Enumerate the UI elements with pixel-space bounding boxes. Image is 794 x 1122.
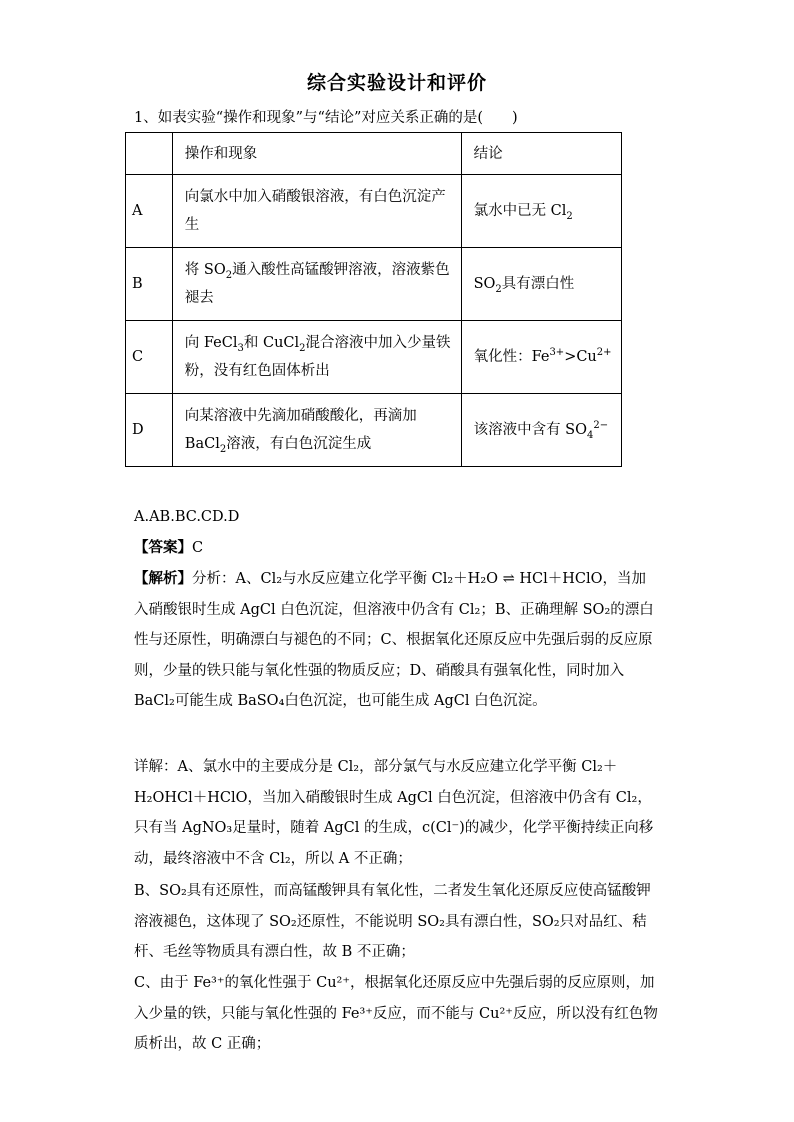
option-label: C — [126, 321, 173, 394]
analysis-label: 【解析】 — [134, 570, 192, 587]
detail-a-paragraph: 详解：A、氯水中的主要成分是 Cl₂，部分氯气与水反应建立化学平衡 Cl₂＋H₂OHCl＋HClO，当加入硝酸银时生成 AgCl 白色沉淀，但溶液中仍含有 Cl₂，只有当 AgNO₃足量时，随着 AgCl 的生成，c(Cl⁻)的减少，化学平衡持续正向移动，最终溶液中不含 Cl₂，所以 A 不正确； — [134, 759, 654, 867]
operation-cell: 向氯水中加入硝酸银溶液，有白色沉淀产生 — [172, 175, 461, 248]
conclusion-cell: 氧化性：$Fe^{3+}>Cu^{2+}$ — [461, 321, 621, 394]
answer-label: 【答案】 — [134, 539, 192, 556]
option-label: A — [126, 175, 173, 248]
operation-cell: 向 FeCl$_3$和 CuCl$_2$混合溶液中加入少量铁粉，没有红色固体析出 — [172, 321, 461, 394]
conclusion-cell: 该溶液中含有 $SO_4^{2-}$ — [461, 394, 621, 467]
table-header-row — [126, 133, 622, 175]
table-row-a — [126, 175, 622, 248]
analysis-paragraph — [134, 564, 660, 717]
conclusion-cell: 氯水中已无 $Cl_2$ — [461, 175, 621, 248]
page-title: 综合实验设计和评价 — [306, 72, 487, 94]
option-label: D — [126, 394, 173, 467]
option-label: B — [126, 248, 173, 321]
table-row-c — [126, 321, 622, 394]
question-text: 1、如表实验“操作和现象”与“结论”对应关系正确的是( ) — [134, 110, 518, 126]
options-line: A.AB.BC.CD.D — [134, 509, 240, 525]
header-cell-conclusion: 结论 — [461, 133, 621, 175]
question-table — [125, 132, 622, 467]
operation-cell: 向某溶液中先滴加硝酸酸化，再滴加 BaCl$_2$溶液，有白色沉淀生成 — [172, 394, 461, 467]
header-cell-operation: 操作和现象 — [172, 133, 461, 175]
header-cell-option — [126, 133, 173, 175]
analysis-text: 分析：A、Cl₂与水反应建立化学平衡 Cl₂＋H₂O ⇌ HCl＋HClO，当加入硝酸银时生成 AgCl 白色沉淀，但溶液中仍含有 Cl₂；B、正确理解 SO₂的漂白性与还原性，明确漂白与褪色的不同；C、根据氧化还原反应中先强后弱的反应原则，少量的铁只能与氧化性强的物质反应；D、硝酸具有强氧化性，同时加入 BaCl₂可能生成 BaSO₄白色沉淀，也可能生成 AgCl 白色沉淀。 — [134, 571, 654, 709]
table-row-d — [126, 394, 622, 467]
detail-b-paragraph: B、SO₂具有还原性，而高锰酸钾具有氧化性，二者发生氧化还原反应使高锰酸钾溶液褪色，这体现了 SO₂还原性，不能说明 SO₂具有漂白性，SO₂只对品红、秸杆、毛丝等物质具有漂白性，故 B 不正确； — [134, 883, 651, 960]
operation-cell: 将 $SO_2$通入酸性高锰酸钾溶液，溶液紫色褪去 — [172, 248, 461, 321]
answer-line — [134, 533, 660, 564]
detail-c-paragraph: C、由于 Fe³⁺的氧化性强于 Cu²⁺，根据氧化还原反应中先强后弱的反应原则，加入少量的铁，只能与氧化性强的 Fe³⁺反应，而不能与 Cu²⁺反应，所以没有红色物质析出，故 C 正确； — [134, 975, 658, 1052]
table-row-b — [126, 248, 622, 321]
answer-value: C — [192, 540, 204, 556]
conclusion-cell: $SO_2$具有漂白性 — [461, 248, 621, 321]
